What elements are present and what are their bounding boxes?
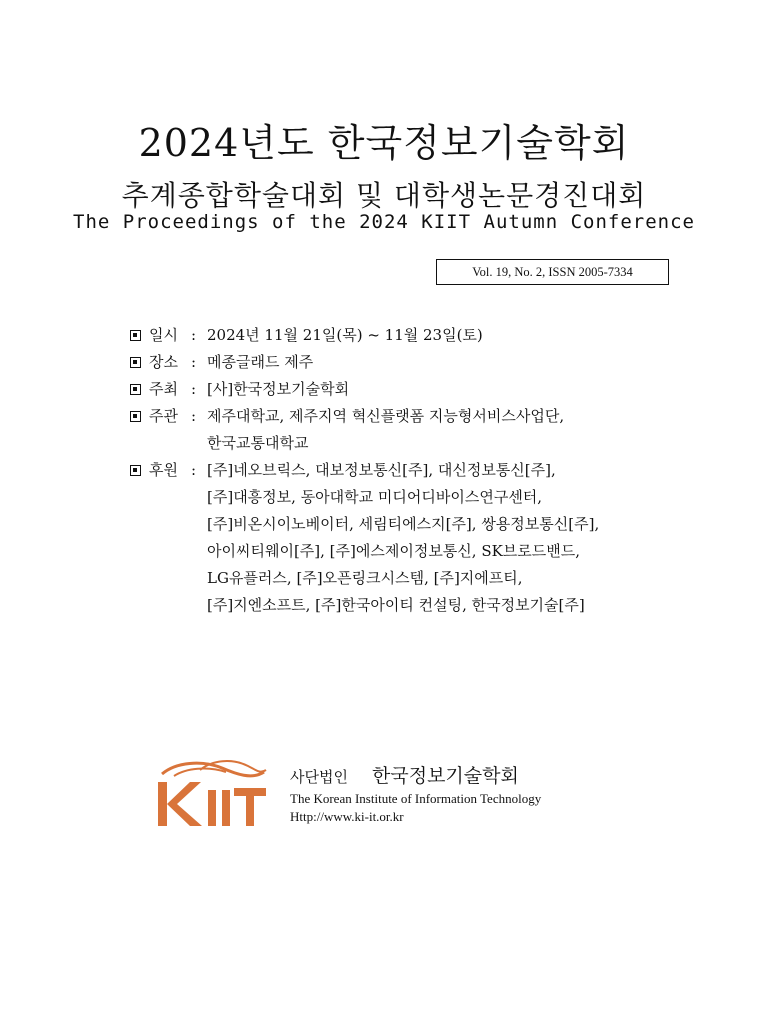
square-bullet-icon (130, 411, 141, 422)
info-venue-row (130, 349, 750, 376)
sponsor-label: 후원 (149, 461, 178, 479)
host-label: 주최 (149, 380, 178, 398)
square-bullet-icon (130, 357, 141, 368)
colon: : (191, 380, 197, 398)
sponsor-line: [주]대흥정보, 동아대학교 미디어디바이스연구센터, (207, 488, 543, 506)
org-url[interactable]: Http://www.ki-it.or.kr (290, 809, 404, 824)
organizer-line: 제주대학교, 제주지역 혁신플랫폼 지능형서비스사업단, (207, 407, 565, 425)
host-value: [사]한국정보기술학회 (207, 380, 350, 398)
sponsor-lines (207, 457, 599, 619)
date-label: 일시 (149, 326, 178, 344)
info-organizer-row (130, 403, 750, 457)
sponsor-line: [주]비온시이노베이터, 세림티에스지[주], 쌍용정보통신[주], (207, 515, 600, 533)
volume-box: Vol. 19, No. 2, ISSN 2005-7334 (436, 259, 669, 285)
square-bullet-icon (130, 384, 141, 395)
colon: : (191, 353, 197, 371)
organization-name (290, 761, 519, 788)
sponsor-line: LG유플러스, [주]오픈링크시스템, [주]지에프티, (207, 569, 523, 587)
colon: : (191, 326, 197, 344)
colon: : (191, 461, 197, 479)
org-english-name: The Korean Institute of Information Technology (290, 791, 542, 806)
sponsor-line: [주]네오브릭스, 대보정보통신[주], 대신정보통신[주], (207, 461, 556, 479)
colon: : (191, 407, 197, 425)
org-name: 한국정보기술학회 (372, 765, 519, 787)
info-sponsor-row (130, 457, 750, 619)
organizer-line: 한국교통대학교 (207, 434, 309, 452)
organization-english (290, 790, 541, 826)
square-bullet-icon (130, 330, 141, 341)
kiit-logo-icon (156, 760, 270, 830)
date-value: 2024년 11월 21일(목) ~ 11월 23일(토) (207, 326, 483, 344)
info-date-row (130, 322, 750, 349)
info-host-row (130, 376, 750, 403)
event-info (130, 322, 750, 619)
organizer-lines (207, 403, 564, 457)
sponsor-line: 아이씨티웨이[주], [주]에스제이정보통신, SK브로드밴드, (207, 542, 581, 560)
sponsor-line: [주]지엔소프트, [주]한국아이티 컨설팅, 한국정보기술[주] (207, 596, 585, 614)
org-prefix: 사단법인 (290, 768, 348, 786)
conference-title: 2024년도 한국정보기술학회 (138, 121, 630, 165)
organizer-label: 주관 (149, 407, 178, 425)
venue-label: 장소 (149, 353, 178, 371)
square-bullet-icon (130, 465, 141, 476)
venue-value: 메종글래드 제주 (207, 353, 314, 371)
conference-subtitle: 추계종합학술대회 및 대학생논문경진대회 (121, 179, 647, 212)
english-title: The Proceedings of the 2024 KIIT Autumn Conference (73, 211, 695, 233)
